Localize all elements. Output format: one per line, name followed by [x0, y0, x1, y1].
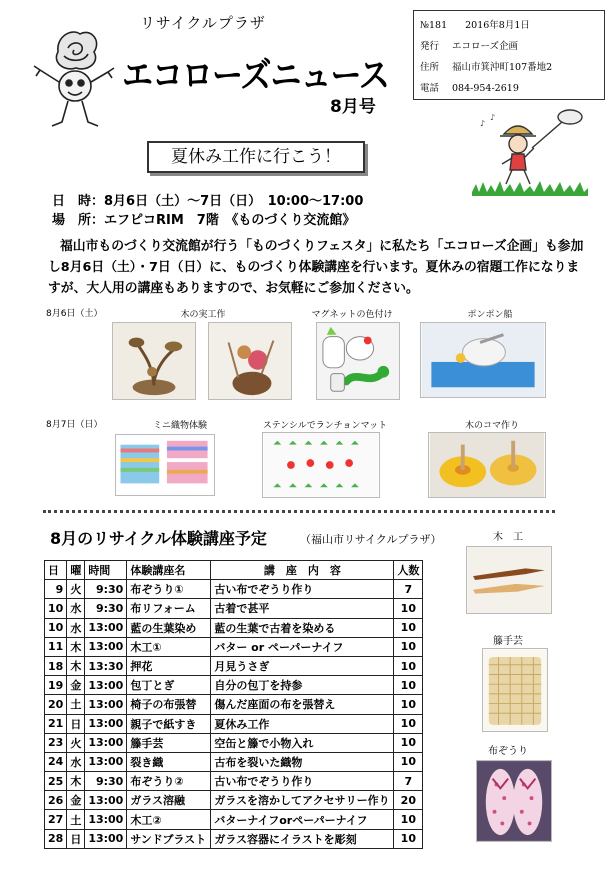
cell-time: 13:30 — [85, 656, 127, 675]
photo-stencil-placemat — [262, 432, 380, 498]
cell-weekday: 木 — [67, 656, 85, 675]
cell-time: 9:30 — [85, 772, 127, 791]
cell-course-content: 傷んだ座面の布を張替え — [211, 695, 394, 714]
cell-course-content: バター or ペーパーナイフ — [211, 637, 394, 656]
cell-course-content: 古布を裂いた織物 — [211, 752, 394, 771]
workshop-day1-label: 8月6日（土） — [46, 309, 103, 319]
cell-time: 13:00 — [85, 791, 127, 810]
table-row — [45, 618, 423, 637]
photo-nut-craft-1 — [112, 322, 196, 400]
cell-course-content: 古着で甚平 — [211, 599, 394, 618]
header-course-name: 体験講座名 — [127, 561, 211, 580]
address-value: 福山市箕沖町107番地2 — [452, 62, 553, 73]
table-row — [45, 772, 423, 791]
cell-time: 13:00 — [85, 637, 127, 656]
cell-capacity: 10 — [394, 676, 423, 695]
address-label: 住所 — [420, 62, 440, 73]
svg-text:♪: ♪ — [490, 113, 496, 122]
cell-course-name: 布ぞうり① — [127, 580, 211, 599]
cell-course-name: サンドブラスト — [127, 829, 211, 848]
cell-course-name: 布リフォーム — [127, 599, 211, 618]
table-row — [45, 752, 423, 771]
photo-mini-weaving — [115, 434, 215, 496]
cell-weekday: 水 — [67, 618, 85, 637]
cell-day: 11 — [45, 637, 67, 656]
issue-number-row — [420, 15, 598, 36]
cell-day: 23 — [45, 733, 67, 752]
cell-course-name: 籐手芸 — [127, 733, 211, 752]
cell-capacity: 20 — [394, 791, 423, 810]
cell-course-name: 親子で紙すき — [127, 714, 211, 733]
header-capacity: 人数 — [394, 561, 423, 580]
cell-day: 25 — [45, 772, 67, 791]
event-description: 福山市ものづくり交流館が行う「ものづくりフェスタ」に私たち「エコローズ企画」も参加し8月6日（土）・7日（日）に、ものづくり体験講座を行います。夏休みの宿題工作になりますが、大人用の講座もありますので、お気軽にご参加ください。 — [48, 239, 584, 296]
cell-course-content: 空缶と籐で小物入れ — [211, 733, 394, 752]
header-course-content: 講 座 内 容 — [211, 561, 394, 580]
cell-day: 21 — [45, 714, 67, 733]
phone-value: 084-954-2619 — [452, 83, 519, 94]
bug-catching-kid-illustration — [470, 108, 590, 196]
issue-number: №181 — [420, 20, 448, 31]
cell-capacity: 10 — [394, 618, 423, 637]
cell-course-content: ガラス容器にイラストを彫刻 — [211, 829, 394, 848]
header-weekday: 曜 — [67, 561, 85, 580]
phone-label: 電話 — [420, 83, 440, 94]
cell-course-content: 古い布でぞうり作り — [211, 580, 394, 599]
cell-time: 13:00 — [85, 695, 127, 714]
cell-time: 13:00 — [85, 676, 127, 695]
cell-course-content: ガラスを溶かしてアクセサリー作り — [211, 791, 394, 810]
cell-weekday: 木 — [67, 772, 85, 791]
cell-capacity: 10 — [394, 829, 423, 848]
cell-course-name: 裂き織 — [127, 752, 211, 771]
schedule-title: 8月のリサイクル体験講座予定 — [50, 529, 267, 548]
cell-course-name: ガラス溶融 — [127, 791, 211, 810]
photo-magnet-painting — [316, 322, 400, 400]
cell-day: 19 — [45, 676, 67, 695]
cell-time: 13:00 — [85, 733, 127, 752]
cell-time: 13:00 — [85, 810, 127, 829]
cell-weekday: 金 — [67, 676, 85, 695]
cell-course-name: 木工② — [127, 810, 211, 829]
schedule-header-row — [45, 561, 423, 580]
cell-weekday: 土 — [67, 695, 85, 714]
header-day: 日 — [45, 561, 67, 580]
rose-mascot-illustration — [28, 22, 120, 132]
cell-course-content: バターナイフorペーパーナイフ — [211, 810, 394, 829]
cell-weekday: 火 — [67, 580, 85, 599]
table-row — [45, 810, 423, 829]
cell-time: 13:00 — [85, 752, 127, 771]
cell-capacity: 7 — [394, 580, 423, 599]
table-row — [45, 733, 423, 752]
banner-heading: 夏休み工作に行こう！ — [147, 141, 365, 173]
event-datetime: 日 時：8月6日（土）～7日（日） 10:00～17:00 — [52, 194, 364, 209]
cell-weekday: 金 — [67, 791, 85, 810]
workshop-caption-top: 木のコマ作り — [464, 421, 519, 431]
cell-course-name: 押花 — [127, 656, 211, 675]
section-divider — [43, 510, 555, 513]
svg-text:♪: ♪ — [480, 119, 486, 128]
newsletter-title: エコローズニュース — [122, 55, 389, 97]
table-row — [45, 656, 423, 675]
event-place: 場 所：エフピコRIM 7階 《ものづくり交流館》 — [52, 213, 356, 228]
cell-time: 9:30 — [85, 580, 127, 599]
cell-day: 20 — [45, 695, 67, 714]
phone-row — [420, 78, 598, 99]
cell-day: 26 — [45, 791, 67, 810]
cell-time: 13:00 — [85, 618, 127, 637]
plaza-name: リサイクルプラザ — [140, 14, 266, 32]
cell-course-name: 木工① — [127, 637, 211, 656]
publisher-row — [420, 36, 598, 57]
cell-capacity: 10 — [394, 733, 423, 752]
workshop-caption-boat: ポンポン船 — [467, 310, 513, 320]
cell-course-content: 夏休み工作 — [211, 714, 394, 733]
photo-rattan-basket — [482, 648, 548, 732]
table-row — [45, 829, 423, 848]
schedule-table — [44, 560, 423, 849]
address-row — [420, 57, 598, 78]
photo-wooden-tops — [428, 432, 546, 498]
cell-course-name: 藍の生葉染め — [127, 618, 211, 637]
side-caption-woodwork: 木 工 — [493, 532, 523, 543]
cell-time: 9:30 — [85, 599, 127, 618]
photo-nut-craft-2 — [208, 322, 292, 400]
header-time: 時間 — [85, 561, 127, 580]
cell-day: 10 — [45, 599, 67, 618]
side-caption-rattan: 籐手芸 — [493, 636, 523, 647]
publisher-name: エコローズ企画 — [452, 41, 519, 52]
cell-day: 10 — [45, 618, 67, 637]
cell-weekday: 火 — [67, 733, 85, 752]
cell-day: 27 — [45, 810, 67, 829]
cell-time: 13:00 — [85, 714, 127, 733]
cell-weekday: 木 — [67, 637, 85, 656]
publisher-label: 発行 — [420, 41, 440, 52]
issue-info-box — [413, 10, 605, 100]
cell-capacity: 10 — [394, 810, 423, 829]
cell-time: 13:00 — [85, 829, 127, 848]
cell-weekday: 水 — [67, 752, 85, 771]
table-row — [45, 695, 423, 714]
cell-day: 28 — [45, 829, 67, 848]
table-row — [45, 714, 423, 733]
cell-course-content: 月見うさぎ — [211, 656, 394, 675]
cell-course-name: 椅子の布張替 — [127, 695, 211, 714]
issue-month: 8月号 — [330, 97, 376, 117]
schedule-subtitle: （福山市リサイクルプラザ） — [300, 533, 442, 546]
cell-course-name: 包丁とぎ — [127, 676, 211, 695]
cell-capacity: 10 — [394, 714, 423, 733]
photo-cloth-sandals — [476, 760, 552, 842]
cell-capacity: 10 — [394, 637, 423, 656]
cell-weekday: 水 — [67, 599, 85, 618]
workshop-caption-nuts: 木の実工作 — [180, 310, 226, 320]
workshop-caption-magnet: マグネットの色付け — [311, 310, 393, 320]
table-row — [45, 791, 423, 810]
workshop-caption-stencil: ステンシルでランチョンマット — [262, 421, 388, 431]
cell-course-content: 藍の生葉で古着を染める — [211, 618, 394, 637]
workshop-day2-label: 8月7日（日） — [46, 420, 103, 430]
cell-day: 24 — [45, 752, 67, 771]
cell-capacity: 7 — [394, 772, 423, 791]
table-row — [45, 580, 423, 599]
table-row — [45, 637, 423, 656]
cell-weekday: 土 — [67, 810, 85, 829]
cell-course-name: 布ぞうり② — [127, 772, 211, 791]
table-row — [45, 676, 423, 695]
cell-course-content: 自分の包丁を持参 — [211, 676, 394, 695]
cell-capacity: 10 — [394, 656, 423, 675]
cell-capacity: 10 — [394, 599, 423, 618]
side-caption-sandals: 布ぞうり — [488, 746, 528, 757]
workshop-caption-weaving: ミニ織物体験 — [152, 421, 207, 431]
cell-day: 9 — [45, 580, 67, 599]
cell-capacity: 10 — [394, 752, 423, 771]
cell-weekday: 日 — [67, 829, 85, 848]
table-row — [45, 599, 423, 618]
issue-date: 2016年8月1日 — [465, 20, 530, 31]
cell-day: 18 — [45, 656, 67, 675]
cell-course-content: 古い布でぞうり作り — [211, 772, 394, 791]
photo-pompom-boat — [420, 322, 546, 398]
cell-weekday: 日 — [67, 714, 85, 733]
photo-woodwork-knives — [466, 546, 552, 614]
cell-capacity: 10 — [394, 695, 423, 714]
